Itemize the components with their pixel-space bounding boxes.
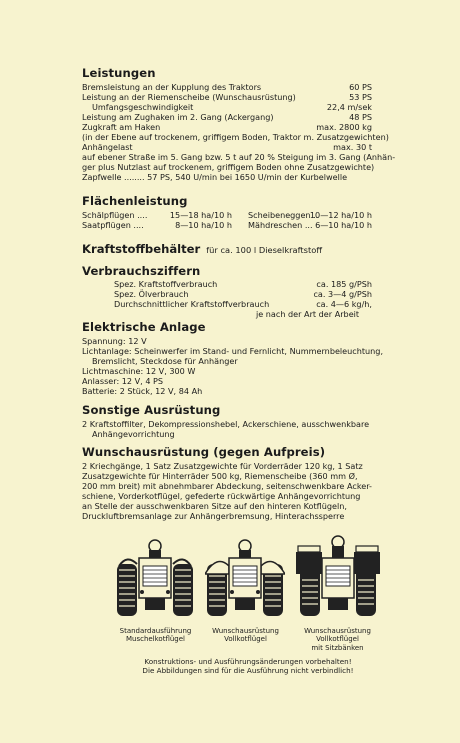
caption-line: Vollkotflügel [316,635,359,644]
spec-label: Bremsleistung an der Kupplung des Traktors [82,82,262,92]
spec-text-line: Batterie: 2 Stück, 12 V, 84 Ah [82,386,203,396]
spec-value: 48 PS [349,112,372,122]
spec-label: Durchschnittlicher Kraftstoffverbrauch [114,299,270,309]
spec-text-line: 2 Kraftstoffilter, Dekompressionshebel, Ackerschiene, ausschwenkbare [82,419,370,429]
caption-standard [108,627,203,644]
spec-text-line: auf ebener Straße im 5. Gang bzw. 5 t auf 20 % Steigung im 3. Gang (Anhän- [82,152,396,162]
caption-line: Wunschausrüstung [212,627,279,635]
spec-text-line: 200 mm breit) mit abnehmbarer Abdeckung, seitenschwenkbare Acker- [82,481,372,491]
section-title-verbrauchsziffern: Verbrauchsziffern [82,264,201,278]
section-title-sonstige-ausruestung: Sonstige Ausrüstung [82,403,221,417]
spec-value: ca. 4—6 kg/h, [316,299,372,309]
tractor-sitzbaenke-illustration [296,530,380,622]
spec-text-line: Spannung: 12 V [82,336,147,346]
spec-value: 60 PS [349,82,372,92]
spec-text-line: schiene, Vorderkotflügel, gefederte rückwärtige Anhängevorrichtung [82,491,361,501]
spec-label: Leistung an der Riemenscheibe (Wunschausrüstung) [82,92,296,102]
spec-value: 53 PS [349,92,372,102]
caption-line: Muschelkotflügel [125,635,186,644]
spec-value: 10—12 ha/10 h [309,210,372,220]
caption-line: Vollkotflügel [224,635,267,644]
spec-value: max. 2800 kg [316,122,372,132]
spec-text-line: Anlasser: 12 V, 4 PS [82,376,164,386]
caption-line: Standardausführung [119,627,192,635]
section-title-wunschausruestung: Wunschausrüstung (gegen Aufpreis) [82,445,326,459]
spec-text-line: Lichtanlage: Scheinwerfer im Stand- und Fernlicht, Nummernbeleuchtung, [82,346,384,356]
caption-line: Wunschausrüstung [304,627,371,635]
spec-value: ca. 3—4 g/PSh [313,289,372,299]
spec-label: Mähdreschen ... [248,220,313,230]
zapfwelle-line: Zapfwelle ........ 57 PS, 540 U/min bei 1650 U/min der Kurbelwelle [82,172,348,182]
spec-text-line: Zusatzgewichte für Hinterräder 500 kg, Riemenscheibe (360 mm Ø, [82,471,358,481]
spec-label: Saatpflügen .... [82,220,144,230]
caption-line: mit Sitzbänken [311,643,364,652]
spec-label: Scheibeneggen .. [248,210,319,220]
spec-label: Spez. Kraftstoffverbrauch [114,279,218,289]
spec-text-line: an Stelle der ausschwenkbaren Sitze auf den hinteren Kotflügeln, [82,501,347,511]
spec-value: ca. 185 g/PSh [316,279,372,289]
spec-label: Schälpflügen .... [82,210,148,220]
footnote-line: Die Abbildungen sind für die Ausführung nicht verbindlich! [142,666,354,675]
caption-sitzbaenke [290,627,385,652]
spec-label: Anhängelast [82,142,133,152]
spec-value: 8—10 ha/10 h [175,220,232,230]
spec-value: 15—18 ha/10 h [169,210,232,220]
spec-text-line: ger plus Nutzlast auf trockenem, griffigem Boden ohne Zusatzgewichte) [82,162,375,172]
spec-text-line: Druckluftbremsanlage zur Anhängerbremsung, Hinterachssperre [82,511,345,521]
disclaimer-footnote [118,657,378,675]
spec-note: je nach der Art der Arbeit [256,309,360,319]
spec-note: (in der Ebene auf trockenem, griffigem Boden, Traktor m. Zusatzgewichten) [82,132,389,142]
spec-text-line: 2 Kriechgänge, 1 Satz Zusatzgewichte für Vorderräder 120 kg, 1 Satz [82,461,363,471]
tractor-standard-illustration [115,532,195,622]
spec-value: max. 30 t [333,142,372,152]
spec-label: Leistung am Zughaken im 2. Gang (Ackergang) [82,112,274,122]
spec-text-line: Lichtmaschine: 12 V, 300 W [82,366,196,376]
kraftstoff-line [82,238,322,257]
spec-label: Spez. Ölverbrauch [114,289,189,299]
spec-label: Zugkraft am Haken [82,122,161,132]
caption-vollkotfluegel [198,627,293,644]
spec-text-line: Anhängevorrichtung [92,429,175,439]
section-title-leistungen: Leistungen [82,66,156,80]
tractor-vollkotfluegel-illustration [205,532,285,622]
footnote-line: Konstruktions- und Ausführungsänderungen vorbehalten! [144,657,352,666]
section-title-kraftstoffbehaelter: Kraftstoffbehälter [82,242,201,256]
section-title-elektrische-anlage: Elektrische Anlage [82,320,206,334]
spec-value: 22,4 m/sek [326,102,372,112]
section-title-flaechenleistung: Flächenleistung [82,194,188,208]
spec-text-line: Bremslicht, Steckdose für Anhänger [92,356,238,366]
kraftstoff-text: für ca. 100 l Dieselkraftstoff [206,245,323,255]
spec-label: Umfangsgeschwindigkeit [92,102,194,112]
spec-value: 6—10 ha/10 h [315,220,372,230]
